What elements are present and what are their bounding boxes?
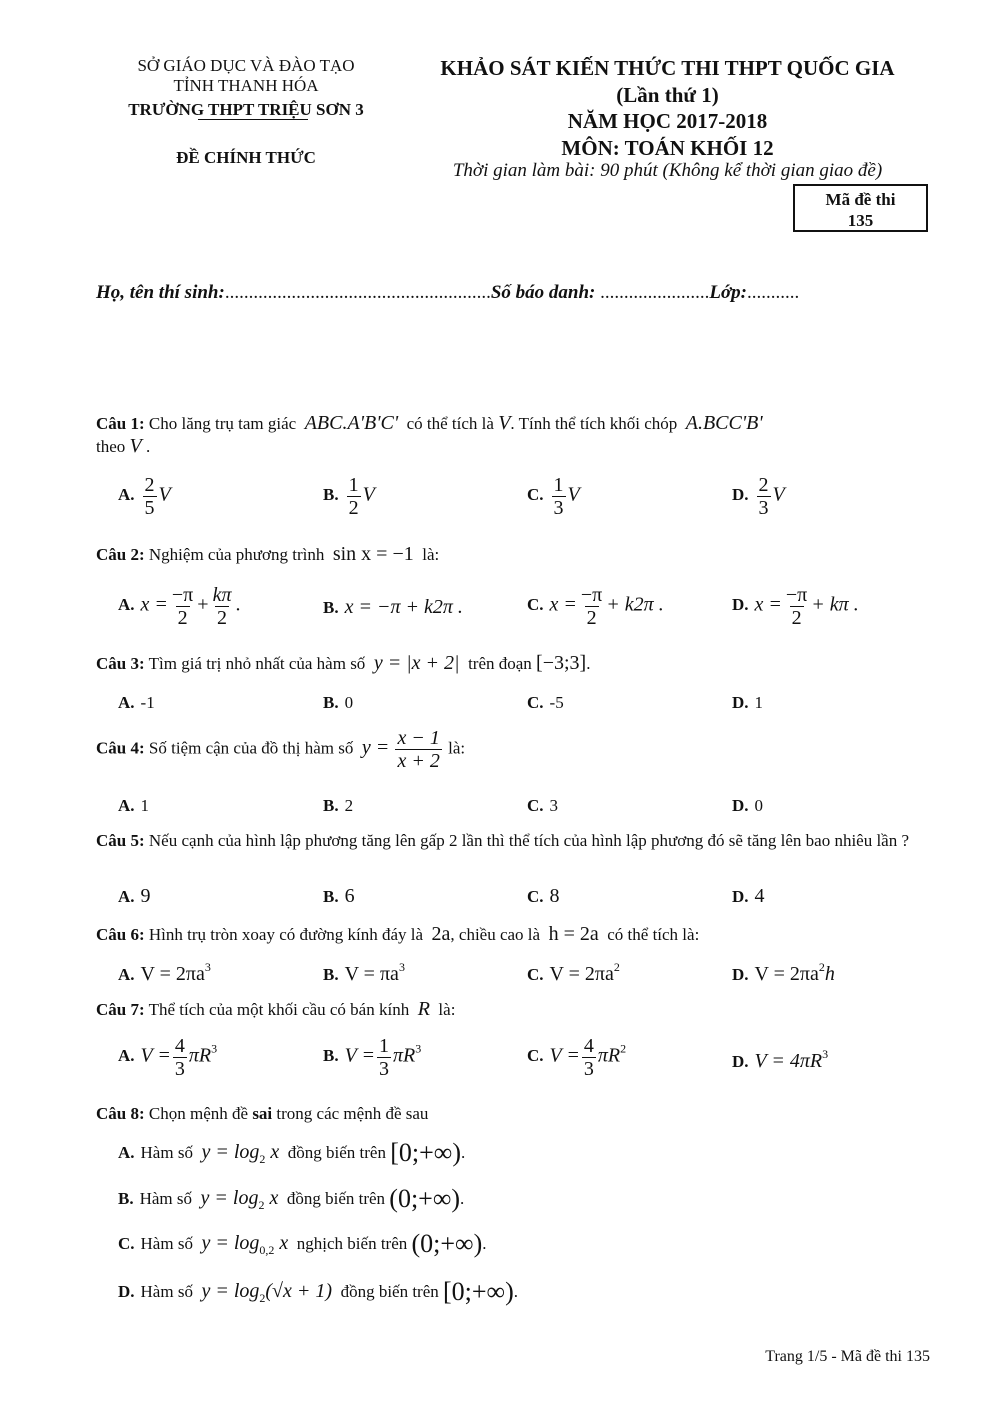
option-key: D.	[732, 693, 749, 712]
question-1-text: Cho lăng trụ tam giác	[148, 414, 297, 433]
option-key: C.	[527, 693, 544, 712]
option-value: 1	[754, 693, 764, 712]
option-arg: (√x + 1)	[265, 1280, 333, 1302]
school-underline	[198, 119, 308, 120]
question-3-text: Tìm giá trị nhỏ nhất của hàm số	[148, 654, 366, 673]
option-expr: V = 4πR	[754, 1050, 823, 1072]
option-end: .	[460, 1189, 465, 1208]
q1-option-d[interactable]	[732, 474, 785, 519]
option-key: C.	[118, 1234, 135, 1253]
exam-time: Thời gian làm bài: 90 phút (Không kể thời gian giao đề)	[452, 160, 883, 181]
official-label: ĐỀ CHÍNH THỨC	[176, 148, 316, 167]
option-value: -5	[549, 693, 564, 712]
q6-option-a[interactable]	[118, 960, 211, 986]
option-sup: 3	[822, 1047, 829, 1061]
option-key: B.	[323, 598, 339, 617]
q2-option-a[interactable]: A. x = $\frac{-\pi}{2}$ + $\frac{k\pi}{2}$ .	[118, 584, 241, 629]
option-end: .	[482, 1234, 487, 1253]
option-base: 0,2	[259, 1243, 275, 1257]
option-interval: (0;+∞)	[411, 1229, 483, 1258]
q3-option-d[interactable]	[732, 693, 763, 713]
question-2-text-b: là:	[422, 545, 440, 564]
option-key: D.	[732, 796, 749, 815]
name-field[interactable]: ........................................................	[224, 282, 491, 303]
option-value: 2	[344, 796, 354, 815]
class-label: Lớp:	[709, 282, 747, 303]
id-field[interactable]: .......................	[595, 282, 710, 303]
q4-option-c[interactable]	[527, 796, 558, 816]
question-1-text-d: theo	[96, 437, 126, 456]
q6-option-b[interactable]	[323, 960, 405, 986]
question-6	[96, 923, 931, 946]
question-1-v-2: V	[129, 435, 142, 457]
option-key: D.	[732, 595, 749, 615]
option-func: y = log	[201, 1141, 260, 1163]
q1-option-c[interactable]	[527, 474, 580, 519]
option-key: C.	[527, 887, 544, 906]
q1-option-a[interactable]	[118, 474, 171, 519]
option-key: B.	[323, 965, 339, 984]
question-4-text: Số tiệm cận của đồ thị hàm số	[148, 738, 354, 758]
question-1-text-c: . Tính thể tích khối chóp	[510, 414, 678, 433]
option-interval: (0;+∞)	[389, 1184, 461, 1213]
option-mid: đồng biến trên	[287, 1143, 386, 1162]
question-1-v: V	[498, 412, 511, 434]
question-2-label: Câu 2:	[96, 545, 145, 564]
question-3-interval: [−3;3]	[536, 652, 587, 674]
option-key: B.	[323, 693, 339, 712]
question-5-text: Nếu cạnh của hình lập phương tăng lên gấp 2 lần thì thể tích của hình lập phương đó sẽ tăng lên bao nhiêu lần ?	[148, 831, 910, 850]
option-key: B.	[323, 485, 339, 505]
option-end: .	[460, 1143, 466, 1162]
option-key: B.	[323, 796, 339, 815]
fraction-num: 1	[553, 474, 564, 496]
option-key: C.	[527, 485, 544, 505]
option-key: A.	[118, 965, 135, 984]
fraction-num: 1	[348, 474, 359, 496]
question-2-text: Nghiệm của phương trình	[148, 545, 325, 564]
fraction-num: 2	[758, 474, 769, 496]
option-value: 4	[754, 885, 765, 907]
option-key: D.	[732, 1052, 749, 1071]
fraction-den: 3	[378, 1058, 389, 1080]
fraction-den: 3	[583, 1058, 594, 1080]
question-4-y: y =	[361, 736, 390, 759]
option-base: 2	[259, 1291, 266, 1305]
question-8-text: Chọn mệnh đề	[148, 1104, 249, 1123]
option-value: 1	[140, 796, 150, 815]
option-key: A.	[118, 887, 135, 906]
q5-option-a[interactable]	[118, 885, 151, 908]
exam-code-value: 135	[847, 211, 874, 230]
option-sup: 2	[818, 960, 825, 974]
q7-option-b[interactable]: B. V = $\frac{1}{3}$ $\pi R^3$	[323, 1035, 422, 1080]
option-mid: nghịch biến trên	[296, 1234, 408, 1253]
option-expr: V = 2πa	[754, 963, 819, 985]
option-var: V	[362, 483, 375, 506]
question-6-text-b: , chiều cao là	[450, 925, 541, 944]
option-end: .	[513, 1282, 519, 1301]
exam-round: (Lần thứ 1)	[616, 83, 719, 107]
q4-option-a[interactable]	[118, 796, 149, 816]
option-interval: [0;+∞)	[443, 1277, 514, 1306]
question-3-function: y = |x + 2|	[373, 652, 460, 674]
option-func: y = log	[200, 1187, 259, 1209]
option-key: C.	[527, 965, 544, 984]
option-arg: x	[265, 1141, 280, 1163]
question-3-text-b: trên đoạn	[468, 654, 532, 673]
fraction-den: 3	[553, 497, 564, 519]
option-expr: x = −π + k2π .	[344, 596, 463, 618]
q4-option-d[interactable]	[732, 796, 763, 816]
option-expr: V = πa	[344, 963, 399, 985]
school-name: TRƯỜNG THPT TRIỆU SƠN 3	[128, 100, 364, 119]
option-var: V	[158, 483, 171, 506]
option-key: A.	[118, 1046, 135, 1066]
fraction-den: x + 2	[397, 750, 440, 772]
option-prefix: Hàm số	[139, 1189, 193, 1208]
exam-subject: MÔN: TOÁN KHỐI 12	[561, 136, 774, 160]
option-sup: 3	[211, 1041, 218, 1056]
q8-option-a[interactable]	[118, 1138, 465, 1168]
question-3	[96, 652, 931, 675]
q4-option-b[interactable]	[323, 796, 353, 816]
option-sup: 3	[204, 960, 211, 974]
fraction-num: x − 1	[397, 727, 440, 749]
name-label: Họ, tên thí sinh:	[96, 282, 225, 303]
exam-code-box	[793, 184, 928, 232]
option-var: V	[567, 483, 580, 506]
question-5	[96, 830, 931, 852]
option-value: 0	[344, 693, 354, 712]
option-key: A.	[118, 595, 135, 615]
option-func: y = log	[201, 1280, 260, 1302]
q6-option-c[interactable]	[527, 960, 620, 986]
question-7	[96, 998, 931, 1021]
question-8-label: Câu 8:	[96, 1104, 145, 1123]
question-6-height: h = 2a	[548, 923, 599, 945]
class-field[interactable]: ...........	[747, 282, 800, 303]
department-line-2: TỈNH THANH HÓA	[173, 76, 319, 95]
option-value: 6	[344, 885, 355, 907]
fraction-num: 4	[174, 1035, 185, 1057]
question-1-text-b: có thể tích là	[406, 414, 494, 433]
q2-option-c[interactable]: C. x = $\frac{-\pi}{2}$ + k2π .	[527, 584, 664, 629]
question-1	[96, 412, 931, 458]
option-key: D.	[118, 1282, 135, 1301]
fraction-den: 3	[174, 1058, 185, 1080]
question-1-prism: ABC.A'B'C'	[304, 412, 399, 434]
exam-title: KHẢO SÁT KIẾN THỨC THI THPT QUỐC GIA	[440, 56, 895, 80]
option-key: B.	[323, 1046, 339, 1066]
fraction-den: 2	[348, 497, 359, 519]
option-key: C.	[527, 595, 544, 615]
option-value: 0	[754, 796, 764, 815]
option-key: A.	[118, 693, 135, 712]
question-8-text-b: trong các mệnh đề sau	[276, 1104, 429, 1123]
exam-year: NĂM HỌC 2017-2018	[567, 109, 768, 133]
option-key: A.	[118, 796, 135, 815]
q3-option-c[interactable]	[527, 693, 564, 713]
option-key: B.	[323, 887, 339, 906]
page-footer: Trang 1/5 - Mã đề thi 135	[765, 1348, 930, 1365]
question-7-label: Câu 7:	[96, 1000, 145, 1019]
fraction-den: 5	[144, 497, 155, 519]
question-4-label: Câu 4:	[96, 738, 145, 758]
question-6-label: Câu 6:	[96, 925, 145, 944]
question-6-text-c: có thể tích là:	[607, 925, 700, 944]
q6-option-d[interactable]	[732, 960, 835, 986]
question-7-text-b: là:	[438, 1000, 456, 1019]
question-4-text-b: là:	[448, 738, 466, 758]
department-line-1: SỞ GIÁO DỤC VÀ ĐÀO TẠO	[137, 56, 355, 75]
question-6-diameter: 2a	[431, 923, 451, 945]
option-key: D.	[732, 887, 749, 906]
option-key: C.	[527, 1046, 544, 1066]
question-3-text-c: .	[586, 654, 591, 673]
option-func: y = log	[201, 1232, 260, 1254]
q7-option-a[interactable]: A. V = $\frac{4}{3}$ $\pi R^3$	[118, 1035, 218, 1080]
option-arg: x	[274, 1232, 289, 1254]
option-mid: đồng biến trên	[286, 1189, 386, 1208]
option-arg: x	[264, 1187, 279, 1209]
q5-option-c[interactable]	[527, 885, 560, 908]
q7-option-c[interactable]: C. V = $\frac{4}{3}$ $\pi R^2$	[527, 1035, 627, 1080]
option-key: C.	[527, 796, 544, 815]
question-7-text: Thể tích của một khối cầu có bán kính	[148, 1000, 410, 1019]
option-prefix: Hàm số	[140, 1282, 193, 1301]
question-3-label: Câu 3:	[96, 654, 145, 673]
question-1-pyramid: A.BCC'B'	[685, 412, 763, 434]
fraction-den: 3	[758, 497, 769, 519]
option-interval: [0;+∞)	[390, 1138, 461, 1167]
option-var: V	[772, 483, 785, 506]
q8-option-d[interactable]	[118, 1277, 518, 1307]
exam-code-label: Mã đề thi	[825, 190, 896, 209]
option-expr: V = 2πa	[140, 963, 205, 985]
option-base: 2	[258, 1198, 265, 1212]
fraction-num: 2	[144, 474, 155, 496]
q7-option-d[interactable]	[732, 1047, 828, 1073]
q5-option-b[interactable]	[323, 885, 355, 908]
q8-option-b[interactable]	[118, 1184, 464, 1214]
option-sup: 2	[620, 1041, 627, 1056]
option-value: 8	[549, 885, 560, 907]
option-prefix: Hàm số	[140, 1234, 193, 1253]
option-sup: 2	[613, 960, 620, 974]
option-base: 2	[259, 1152, 266, 1166]
fraction-num: 1	[378, 1035, 389, 1057]
id-label: Số báo danh:	[490, 282, 596, 303]
question-6-text: Hình trụ tròn xoay có đường kính đáy là	[148, 925, 424, 944]
option-prefix: Hàm số	[140, 1143, 193, 1162]
q5-option-d[interactable]	[732, 885, 765, 908]
q8-option-c[interactable]	[118, 1229, 487, 1259]
option-key: A.	[118, 485, 135, 505]
option-value: 9	[140, 885, 151, 907]
option-key: D.	[732, 965, 749, 984]
option-value: 3	[549, 796, 559, 815]
option-sup: 3	[415, 1041, 422, 1056]
question-7-radius: R	[417, 998, 430, 1020]
question-4	[96, 727, 931, 772]
fraction-num: 4	[583, 1035, 594, 1057]
q3-option-a[interactable]	[118, 693, 155, 713]
question-8	[96, 1103, 931, 1125]
question-1-text-e: .	[146, 437, 151, 456]
option-tail: h	[824, 963, 835, 985]
student-info-line	[96, 282, 799, 304]
option-sup: 3	[398, 960, 405, 974]
q2-option-d[interactable]: D. x = $\frac{-\pi}{2}$ + kπ .	[732, 584, 859, 629]
q3-option-b[interactable]	[323, 693, 353, 713]
question-1-label: Câu 1:	[96, 414, 145, 433]
option-key: D.	[732, 485, 749, 505]
question-8-bold: sai	[252, 1104, 273, 1123]
question-5-label: Câu 5:	[96, 831, 145, 850]
question-2	[96, 543, 931, 566]
option-key: B.	[118, 1189, 134, 1208]
option-mid: đồng biến trên	[340, 1282, 439, 1301]
option-value: -1	[140, 693, 155, 712]
question-2-equation: sin x = −1	[332, 543, 414, 565]
q1-option-b[interactable]	[323, 474, 375, 519]
option-expr: V = 2πa	[549, 963, 614, 985]
option-key: A.	[118, 1143, 135, 1162]
q2-option-b[interactable]	[323, 596, 463, 619]
